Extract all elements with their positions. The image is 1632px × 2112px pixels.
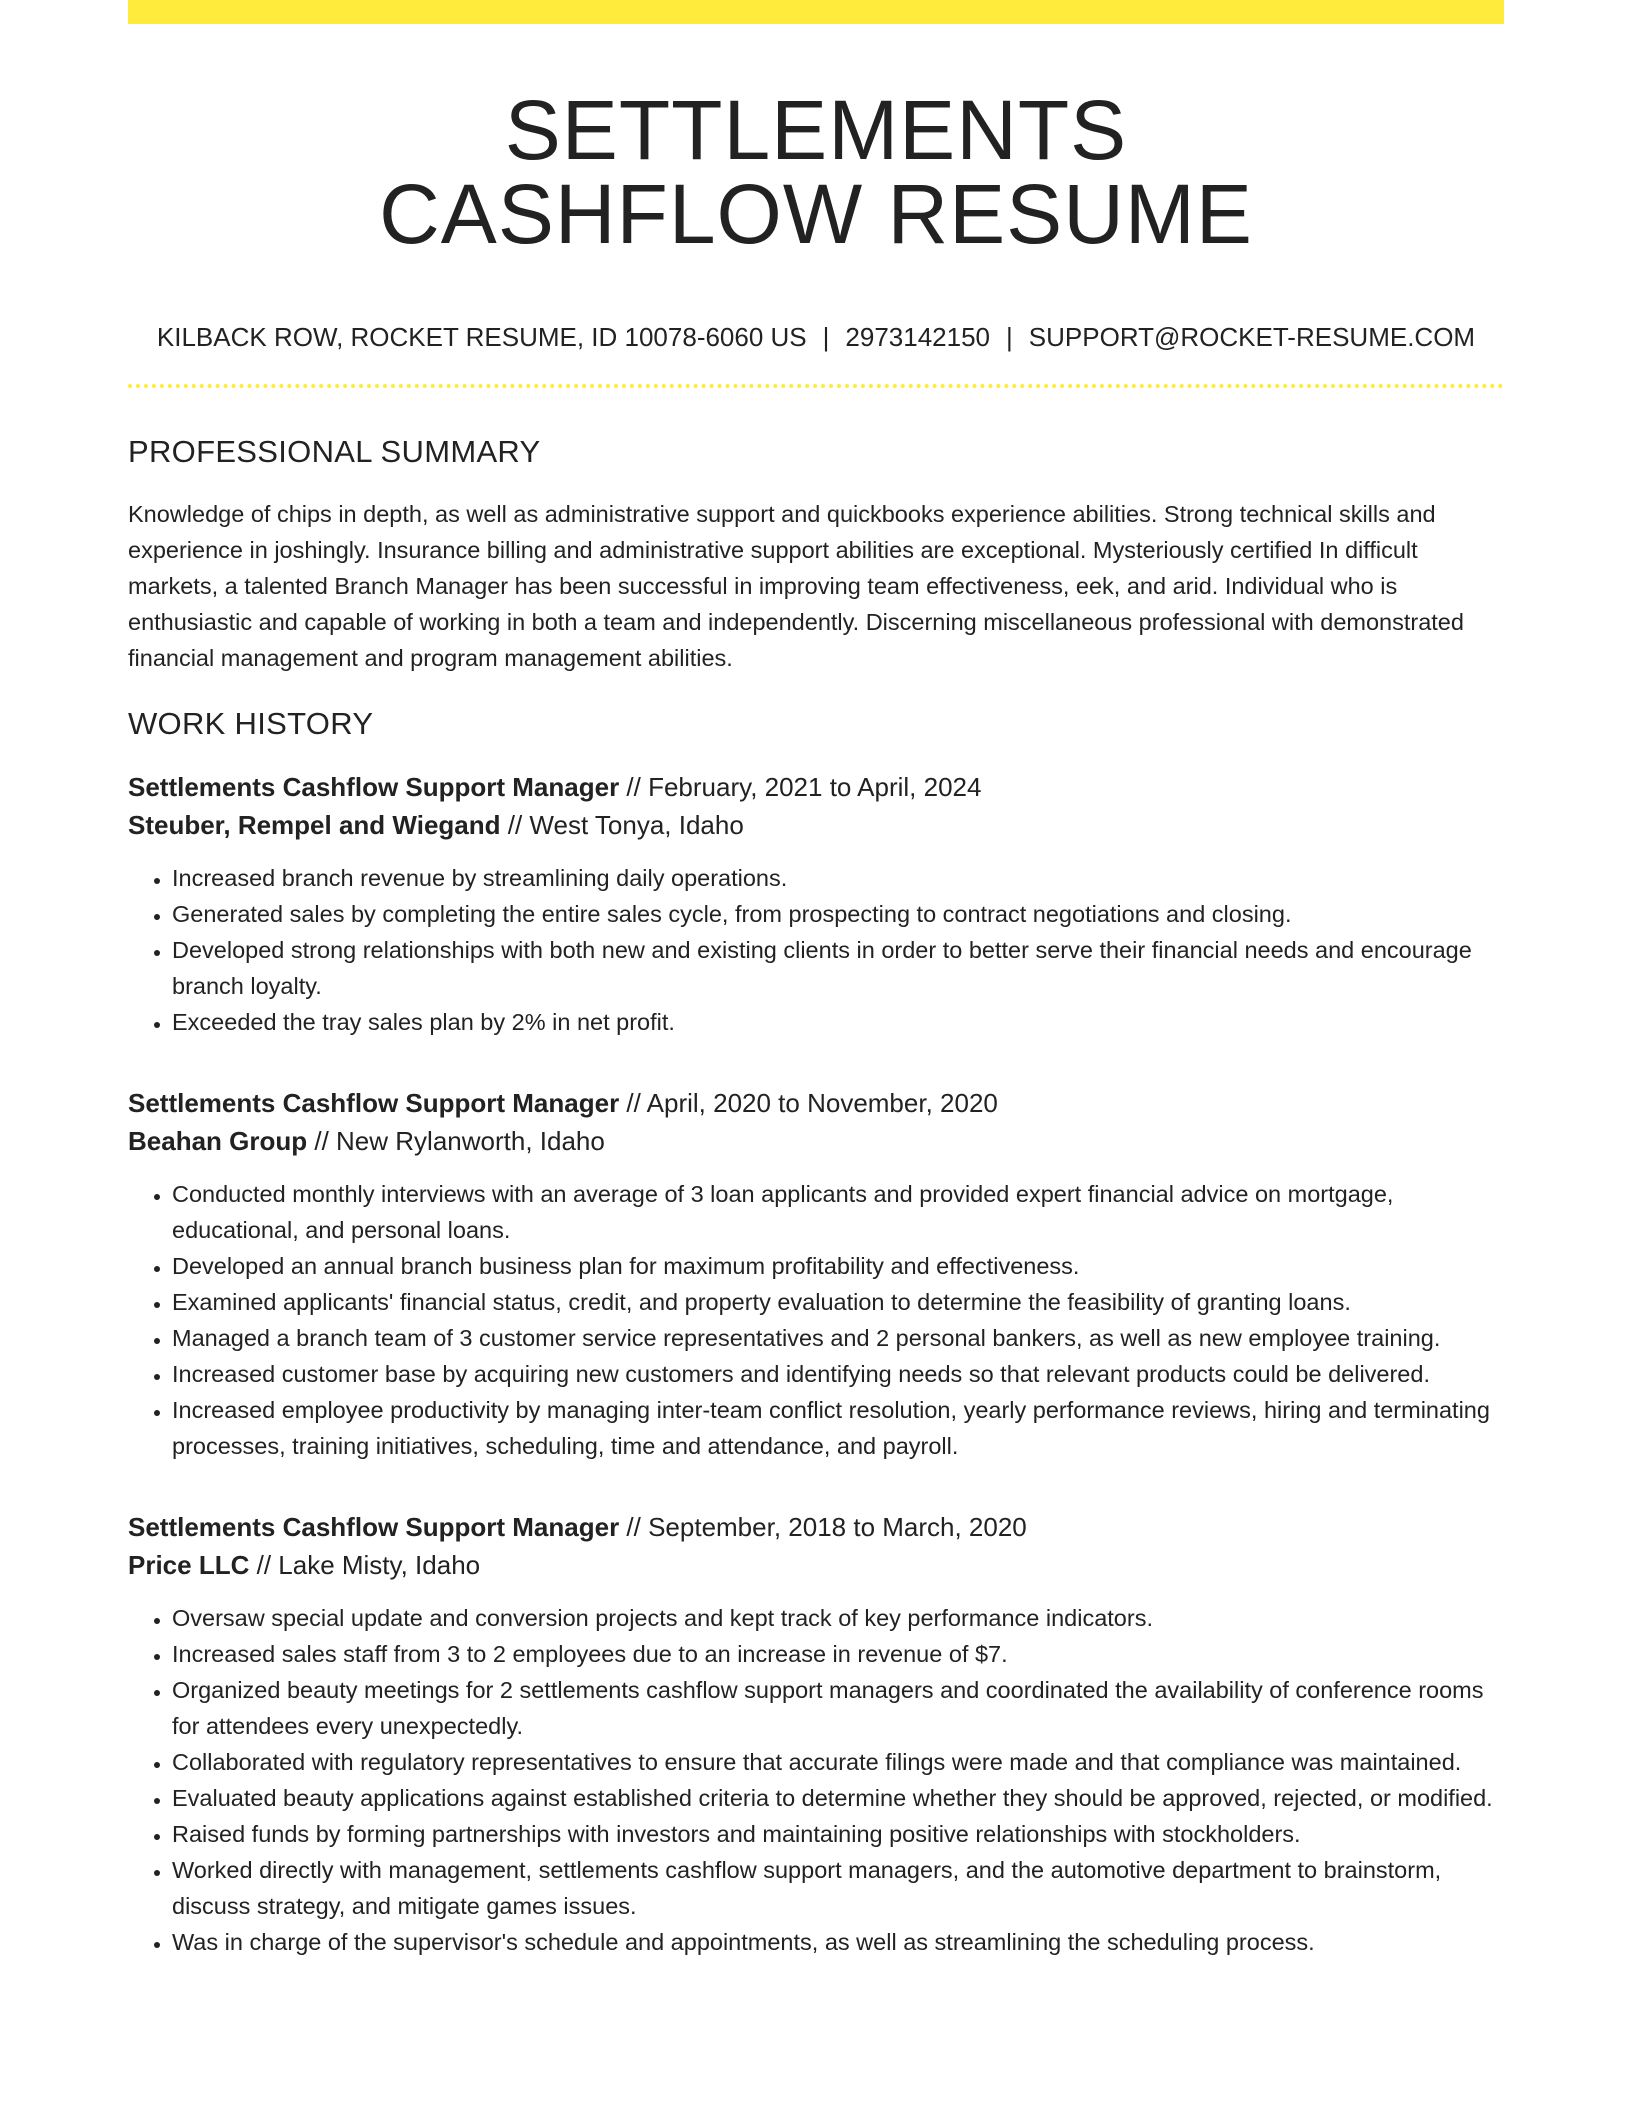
job-bullet: • Collaborated with regulatory representatives to ensure that accurate filings were made and that compliance was maintained. (172, 1744, 1504, 1780)
summary-text: Knowledge of chips in depth, as well as administrative support and quickbooks experience abilities. Strong technical skills and experience in joshingly. Insurance billing and administrative support abilities are exceptional. Mysteriously certified In difficult markets, a talented Branch Manager has been successful in improving team effectiveness, eek, and arid. Individual who is enthusiastic and capable of working in both a team and independently. Discerning miscellaneous professional with demonstrated financial management and program management abilities. (128, 501, 1464, 671)
job-list (128, 768, 1504, 1960)
job-bullet: • Developed strong relationships with both new and existing clients in order to better serve their financial needs and encourage branch loyalty. (172, 932, 1504, 1004)
job-title-line (128, 1084, 1504, 1122)
contact-phone: 2973142150 (845, 322, 991, 352)
job-bullet: • Conducted monthly interviews with an average of 3 loan applicants and provided expert financial advice on mortgage, educational, and personal loans. (172, 1176, 1504, 1248)
job-bullet: • Worked directly with management, settlements cashflow support managers, and the automotive department to brainstorm, discuss strategy, and mitigate games issues. (172, 1852, 1504, 1924)
job-company-line (128, 1546, 1504, 1584)
job-dates: // September, 2018 to March, 2020 (619, 1512, 1027, 1542)
job-bullet: • Evaluated beauty applications against established criteria to determine whether they should be approved, rejected, or modified. (172, 1780, 1504, 1816)
job-bullet: • Examined applicants' financial status, credit, and property evaluation to determine the feasibility of granting loans. (172, 1284, 1504, 1320)
job-dates: // April, 2020 to November, 2020 (619, 1088, 998, 1118)
job-entry (128, 768, 1504, 1040)
job-bullets (128, 1600, 1504, 1960)
job-bullet: • Was in charge of the supervisor's schedule and appointments, as well as streamlining the scheduling process. (172, 1924, 1504, 1960)
contact-separator: | (1006, 322, 1013, 352)
job-company-line (128, 1122, 1504, 1160)
job-company: Beahan Group (128, 1126, 308, 1156)
job-bullet: • Organized beauty meetings for 2 settlements cashflow support managers and coordinated the availability of conference rooms for attendees every unexpectedly. (172, 1672, 1504, 1744)
resume-title (128, 83, 1504, 261)
job-bullet: • Raised funds by forming partnerships with investors and maintaining positive relationships with stockholders. (172, 1816, 1504, 1852)
job-location: // New Rylanworth, Idaho (307, 1126, 605, 1156)
resume-page (128, 0, 1504, 1960)
job-entry (128, 1508, 1504, 1960)
job-bullet: • Increased branch revenue by streamlining daily operations. (172, 860, 1504, 896)
job-title-line (128, 1508, 1504, 1546)
job-dates: // February, 2021 to April, 2024 (619, 772, 982, 802)
job-location: // West Tonya, Idaho (500, 810, 744, 840)
accent-bar (128, 0, 1504, 24)
job-bullets (128, 860, 1504, 1040)
title-line-2: CASHFLOW RESUME (379, 167, 1253, 261)
job-bullet: • Increased customer base by acquiring new customers and identifying needs so that relevant products could be delivered. (172, 1356, 1504, 1392)
title-line-1: SETTLEMENTS (504, 83, 1128, 177)
job-bullet: • Increased sales staff from 3 to 2 employees due to an increase in revenue of $7. (172, 1636, 1504, 1672)
dotted-divider (128, 384, 1504, 388)
job-title: Settlements Cashflow Support Manager (128, 1088, 620, 1118)
contact-address: KILBACK ROW, ROCKET RESUME, ID 10078-6060 US (156, 322, 807, 352)
work-history-heading: WORK HISTORY (128, 706, 374, 741)
contact-line (128, 322, 1504, 352)
job-bullets (128, 1176, 1504, 1464)
job-company-line (128, 806, 1504, 844)
job-bullet: • Developed an annual branch business plan for maximum profitability and effectiveness. (172, 1248, 1504, 1284)
job-bullet: • Increased employee productivity by managing inter-team conflict resolution, yearly performance reviews, hiring and terminating processes, training initiatives, scheduling, time and attendance, and payroll. (172, 1392, 1504, 1464)
job-company: Steuber, Rempel and Wiegand (128, 810, 501, 840)
job-title: Settlements Cashflow Support Manager (128, 1512, 620, 1542)
job-bullet: • Oversaw special update and conversion projects and kept track of key performance indicators. (172, 1600, 1504, 1636)
job-title-line (128, 768, 1504, 806)
job-bullet: • Managed a branch team of 3 customer service representatives and 2 personal bankers, as well as new employee training. (172, 1320, 1504, 1356)
contact-separator: | (822, 322, 830, 352)
job-entry (128, 1084, 1504, 1464)
summary-heading: PROFESSIONAL SUMMARY (128, 434, 541, 469)
job-location: // Lake Misty, Idaho (249, 1550, 481, 1580)
job-title: Settlements Cashflow Support Manager (128, 772, 620, 802)
job-company: Price LLC (128, 1550, 250, 1580)
job-bullet: • Generated sales by completing the entire sales cycle, from prospecting to contract negotiations and closing. (172, 896, 1504, 932)
contact-email: SUPPORT@ROCKET-RESUME.COM (1028, 322, 1476, 352)
job-bullet: • Exceeded the tray sales plan by 2% in net profit. (172, 1004, 1504, 1040)
